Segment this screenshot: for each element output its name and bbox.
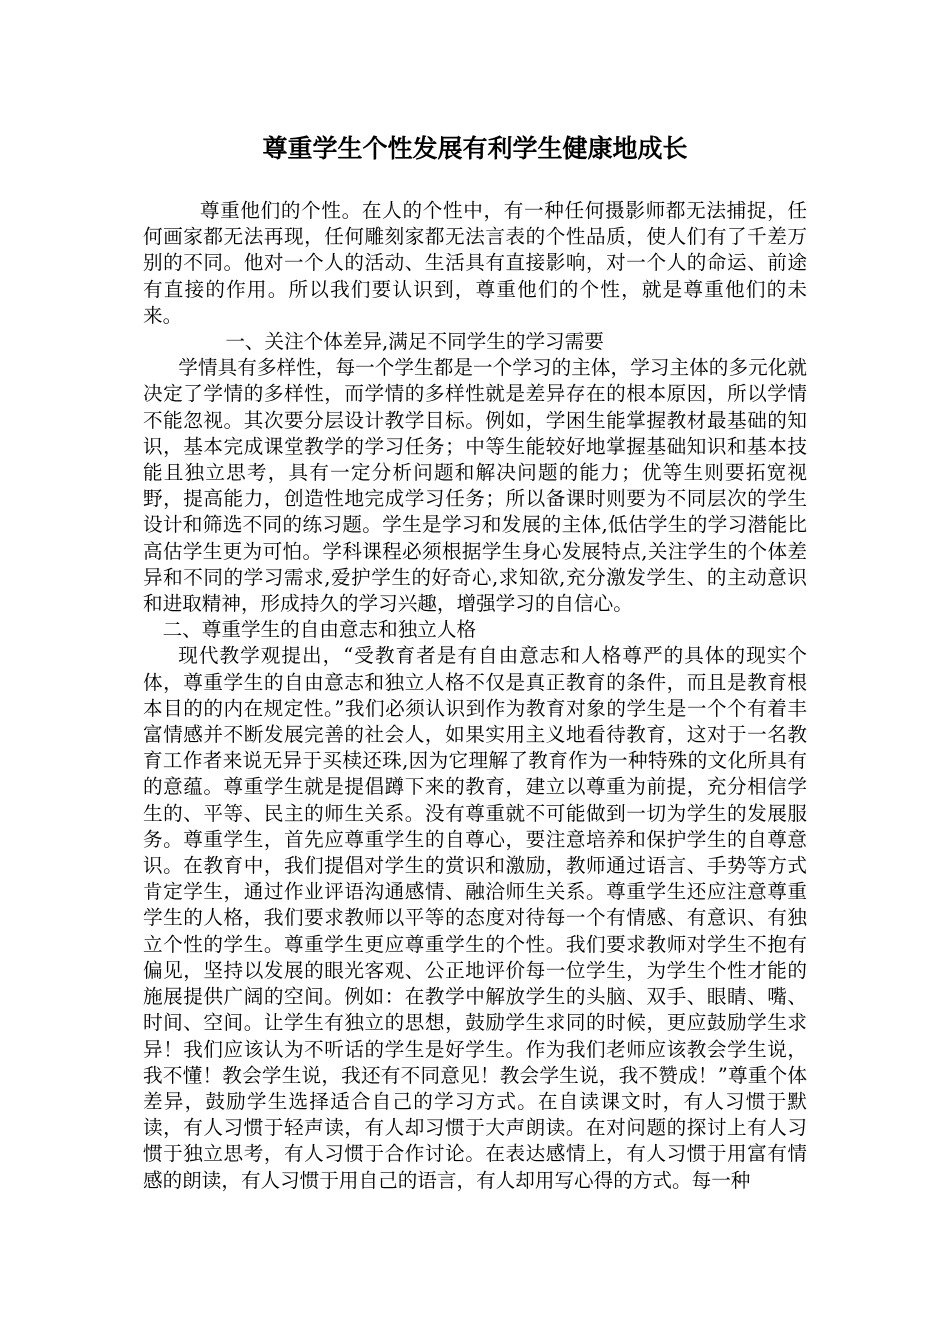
paragraph-section-1: 学情具有多样性，每一个学生都是一个学习的主体，学习主体的多元化就决定了学情的多样性，而学情的多样性就是差异存在的根本原因，所以学情不能忽视。其次要分层设计教学目标。例如，学困生能掌握教材最基础的知识，基本完成课堂教学的学习任务；中等生能较好地掌握基础知识和基本技能且独立思考，具有一定分析问题和解决问题的能力；优等生则要拓宽视野，提高能力，创造性地完成学习任务；所以备课时则要为不同层次的学生设计和筛选不同的练习题。学生是学习和发展的主体,低估学生的学习潜能比高估学生更为可怕。学科课程必须根据学生身心发展特点,关注学生的个体差异和不同的学习需求,爱护学生的好奇心,求知欲,充分激发学生、的主动意识和进取精神，形成持久的学习兴趣，增强学习的自信心。 — [143, 356, 807, 616]
document-title: 尊重学生个性发展有利学生健康地成长 — [262, 134, 688, 163]
document-body — [143, 198, 807, 1194]
section-heading-2: 二、尊重学生的自由意志和独立人格 — [162, 618, 477, 642]
paragraph-intro: 尊重他们的个性。在人的个性中，有一种任何摄影师都无法捕捉，任何画家都无法再现，任何雕刻家都无法言表的个性品质，使人们有了千差万别的不同。他对一个人的活动、生活具有直接影响，对一个人的命运、前途有直接的作用。所以我们要认识到，尊重他们的个性，就是尊重他们的未来。 — [143, 199, 807, 327]
section-heading-1: 一、关注个体差异,满足不同学生的学习需要 — [225, 330, 604, 354]
paragraph-section-2: 现代教学观提出，“受教育者是有自由意志和人格尊严的具体的现实个体，尊重学生的自由意志和独立人格不仅是真正教育的条件，而且是教育根本目的的内在规定性。”我们必须认识到作为教育对象的学生是一个个有着丰富情感并不断发展完善的社会人，如果实用主义地看待教育，这对于一名教育工作者来说无异于买椟还珠,因为它理解了教育作为一种特殊的文化所具有的意蕴。尊重学生就是提倡蹲下来的教育，建立以尊重为前提，充分相信学生的、平等、民主的师生关系。没有尊重就不可能做到一切为学生的发展服务。尊重学生，首先应尊重学生的自尊心，要注意培养和保护学生的自尊意识。在教育中，我们提倡对学生的赏识和激励，教师通过语言、手势等方式肯定学生，通过作业评语沟通感情、融洽师生关系。尊重学生还应注意尊重学生的人格，我们要求教师以平等的态度对待每一个有情感、有意识、有独立个性的学生。尊重学生更应尊重学生的个性。我们要求教师对学生不抱有偏见，坚持以发展的眼光客观、公正地评价每一位学生，为学生个性才能的施展提供广阔的空间。例如：在教学中解放学生的头脑、双手、眼睛、嘴、时间、空间。让学生有独立的思想，鼓励学生求同的时候，更应鼓励学生求异！我们应该认为不听话的学生是好学生。作为我们老师应该教会学生说，我不懂！教会学生说，我还有不同意见！教会学生说，我不赞成！”尊重个体差异，鼓励学生选择适合自己的学习方式。在自读课文时，有人习惯于默读，有人习惯于轻声读，有人却习惯于大声朗读。在对问题的探讨上有人习惯于独立思考，有人习惯于合作讨论。在表达感情上，有人习惯于用富有情感的朗读，有人习惯于用自己的语言，有人却用写心得的方式。每一种 — [143, 644, 807, 1192]
